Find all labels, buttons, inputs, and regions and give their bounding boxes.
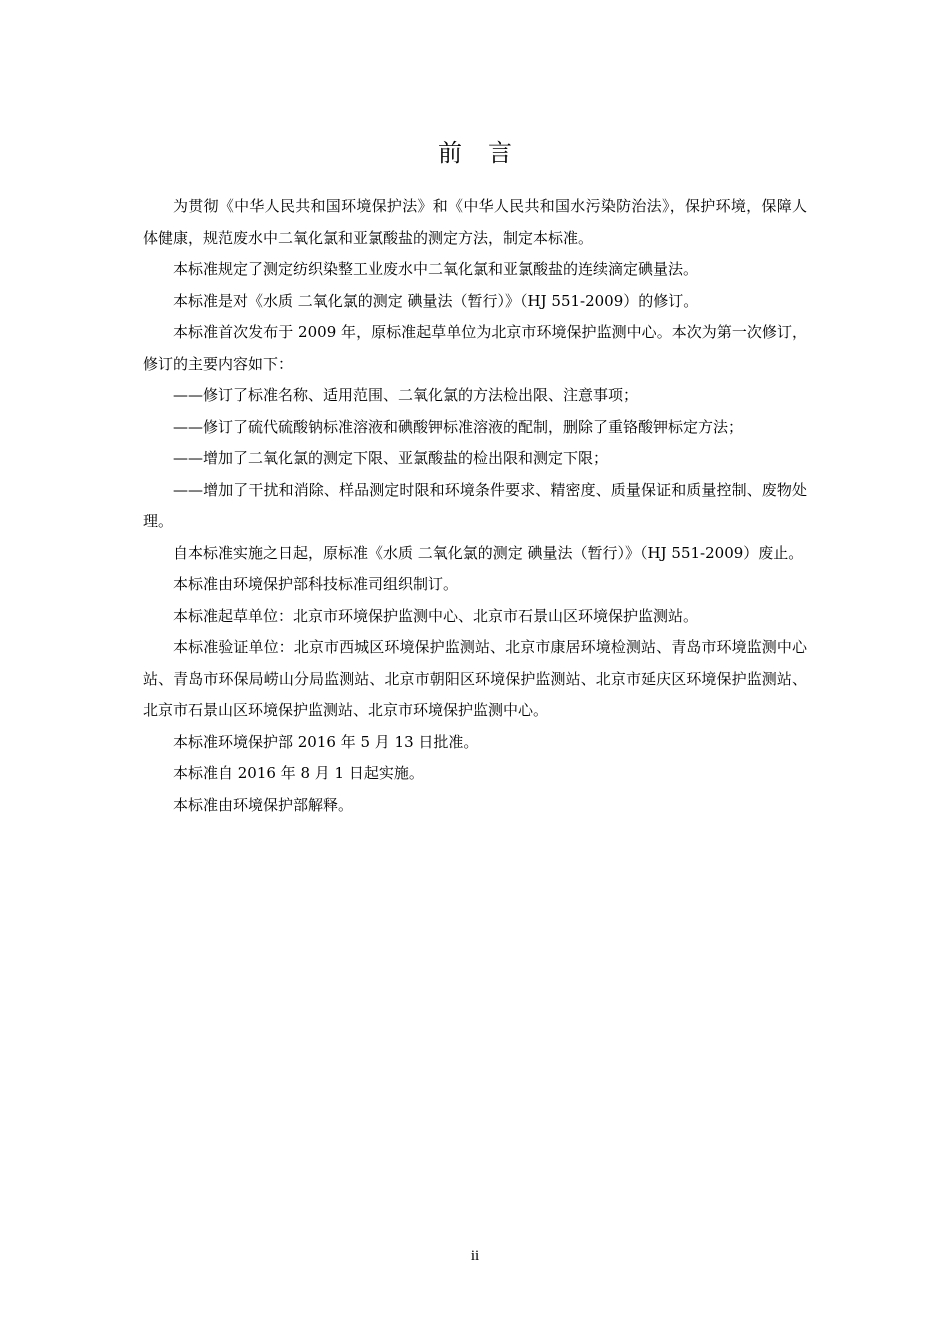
- paragraph-organizer: 本标准由环境保护部科技标准司组织制订。: [173, 575, 459, 593]
- paragraph-drafting-units: 本标准起草单位：北京市环境保护监测中心、北京市石景山区环境保护监测站。: [173, 606, 699, 625]
- paragraph-approval-date: 本标准环境保护部 2016 年 5 月 13 日批准。: [173, 732, 479, 751]
- document-body: [143, 191, 807, 821]
- page-title: 前言: [438, 139, 538, 167]
- page-number: ii: [470, 1248, 480, 1264]
- paragraph-purpose: 为贯彻《中华人民共和国环境保护法》和《中华人民共和国水污染防治法》，保护环境，保障人体健康，规范废水中二氧化氯和亚氯酸盐的测定方法，制定本标准。: [143, 197, 807, 247]
- paragraph-verification-units: 本标准验证单位：北京市西城区环境保护监测站、北京市康居环境检测站、青岛市环境监测中心站、青岛市环保局崂山分局监测站、北京市朝阳区环境保护监测站、北京市延庆区环境保护监测站、北京市石景山区环境保护监测站、北京市环境保护监测中心。: [143, 638, 807, 719]
- paragraph-scope: 本标准规定了测定纺织染整工业废水中二氧化氯和亚氯酸盐的连续滴定碘量法。: [173, 260, 699, 278]
- paragraph-effective-date: 本标准自 2016 年 8 月 1 日起实施。: [173, 764, 424, 782]
- paragraph-history: 本标准首次发布于 2009 年，原标准起草单位为北京市环境保护监测中心。本次为第一次修订，修订的主要内容如下：: [143, 323, 807, 373]
- paragraph-revision-of: 本标准是对《水质 二氧化氯的测定 碘量法（暂行）》（HJ 551-2009）的修订。: [173, 291, 699, 310]
- revision-item-1: ——修订了标准名称、适用范围、二氧化氯的方法检出限、注意事项；: [173, 386, 639, 404]
- paragraph-interpretation: 本标准由环境保护部解释。: [173, 795, 354, 814]
- revision-item-3: ——增加了二氧化氯的测定下限、亚氯酸盐的检出限和测定下限；: [173, 449, 609, 467]
- revision-item-4: ——增加了干扰和消除、样品测定时限和环境条件要求、精密度、质量保证和质量控制、废物处理。: [143, 480, 807, 530]
- paragraph-repeal: 自本标准实施之日起，原标准《水质 二氧化氯的测定 碘量法（暂行）》（HJ 551-2009）废止。: [173, 543, 804, 562]
- revision-item-2: ——修订了硫代硫酸钠标准溶液和碘酸钾标准溶液的配制，删除了重铬酸钾标定方法；: [173, 417, 744, 436]
